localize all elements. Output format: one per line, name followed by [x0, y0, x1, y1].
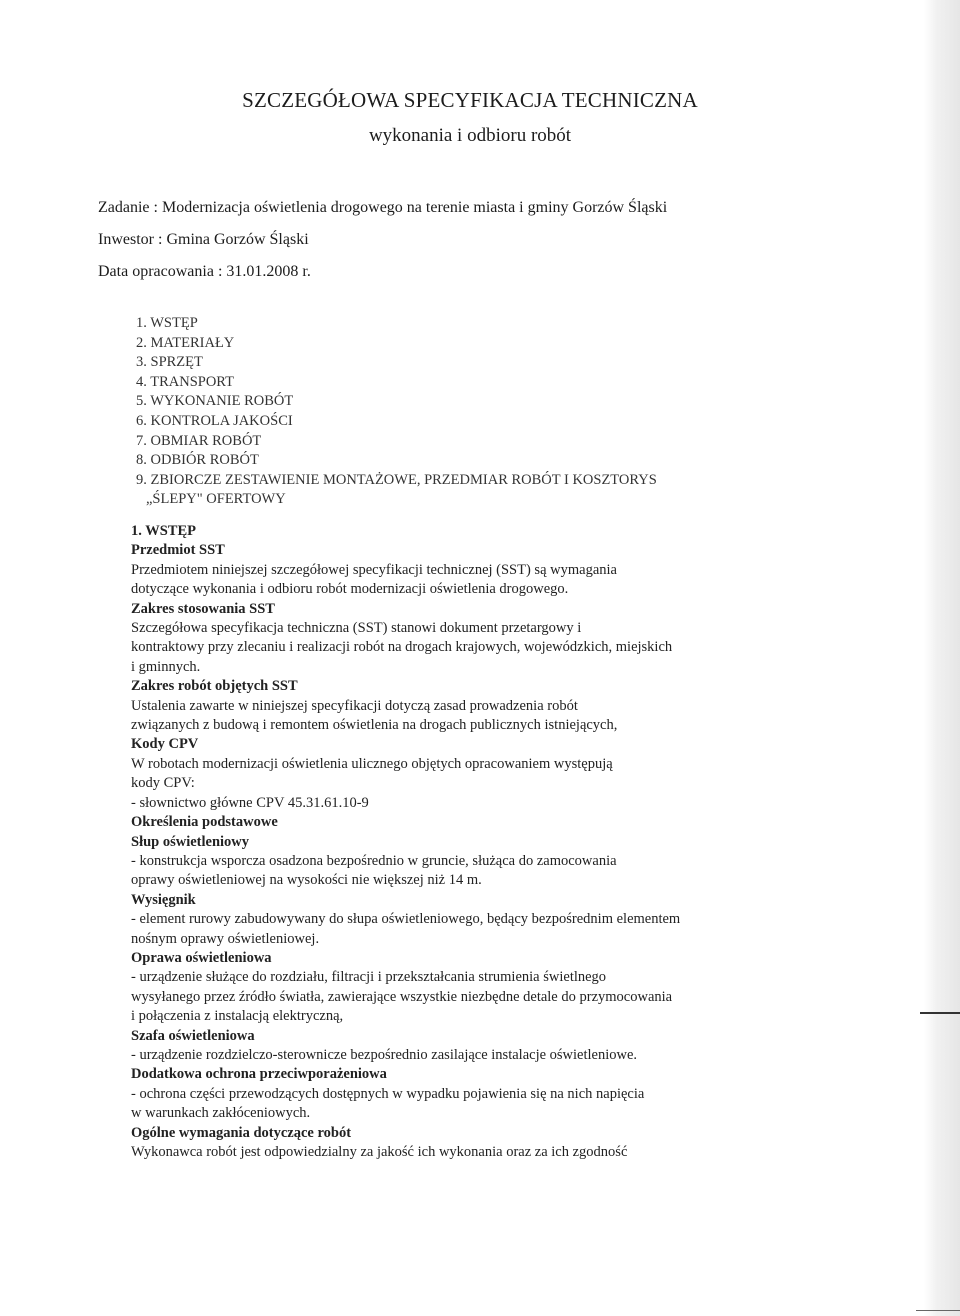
paragraph-line: Wykonawca robót jest odpowiedzialny za jakość ich wykonania oraz za ich zgodność — [131, 1144, 628, 1160]
page-edge-mark — [920, 1012, 960, 1014]
section-heading: Szafa oświetleniowa — [131, 1027, 255, 1044]
paragraph-line: wysyłanego przez źródło światła, zawierające wszystkie niezbędne detale do przymocowania — [131, 988, 673, 1005]
table-of-contents — [136, 314, 657, 510]
section-heading: Słup oświetleniowy — [131, 833, 250, 850]
meta-label: Data opracowania — [98, 263, 214, 280]
toc-item: 1. WSTĘP — [136, 315, 198, 331]
toc-item: 8. ODBIÓR ROBÓT — [136, 452, 259, 469]
toc-item: 6. KONTROLA JAKOŚCI — [136, 412, 293, 429]
document-subtitle: wykonania i odbioru robót — [368, 125, 572, 146]
toc-item: 9. ZBIORCZE ZESTAWIENIE MONTAŻOWE, PRZEDMIAR ROBÓT I KOSZTORYS — [136, 471, 657, 488]
section-heading: Zakres robót objętych SST — [131, 678, 298, 695]
paragraph-line: Szczegółowa specyfikacja techniczna (SST) stanowi dokument przetargowy i — [131, 620, 582, 637]
paragraph-line: oprawy oświetleniowej na wysokości nie większej niż 14 m. — [131, 872, 482, 889]
paragraph-line: w warunkach zakłóceniowych. — [131, 1105, 311, 1122]
toc-item: „ŚLEPY" OFERTOWY — [146, 491, 286, 508]
paragraph-line: związanych z budową i remontem oświetlenia na drogach publicznych istniejących, — [131, 717, 618, 734]
meta-label: Inwestor — [98, 231, 154, 248]
page-edge-shadow — [924, 0, 960, 1316]
meta-value: Gmina Gorzów Śląski — [166, 231, 309, 248]
section-heading: Oprawa oświetleniowa — [131, 949, 272, 966]
paragraph-line: i gminnych. — [131, 658, 201, 675]
meta-investor: Inwestor : Gmina Gorzów Śląski — [98, 231, 309, 248]
toc-item: 4. TRANSPORT — [136, 373, 234, 390]
section-heading: Ogólne wymagania dotyczące robót — [131, 1124, 352, 1141]
section-heading: Określenia podstawowe — [131, 814, 278, 831]
paragraph-line: i połączenia z instalacją elektryczną, — [131, 1008, 344, 1025]
toc-item: 7. OBMIAR ROBÓT — [136, 432, 262, 449]
paragraph-line: - urządzenie służące do rozdziału, filtracji i przekształcania strumienia świetlnego — [131, 969, 607, 986]
paragraph-line: kody CPV: — [131, 775, 195, 792]
paragraph-line: - konstrukcja wsporcza osadzona bezpośrednio w gruncie, służąca do zamocowania — [131, 852, 617, 869]
document-title: SZCZEGÓŁOWA SPECYFIKACJA TECHNICZNA — [242, 88, 698, 112]
section-heading: Kody CPV — [131, 736, 199, 753]
paragraph-line: dotyczące wykonania i odbioru robót modernizacji oświetlenia drogowego. — [131, 581, 569, 598]
paragraph-line: W robotach modernizacji oświetlenia ulicznego objętych opracowaniem występują — [131, 755, 613, 772]
paragraph-line: - urządzenie rozdzielczo-sterownicze bezpośrednio zasilające instalacje oświetleniowe. — [131, 1046, 638, 1063]
meta-date: Data opracowania : 31.01.2008 r. — [98, 263, 311, 280]
paragraph-line: kontraktowy przy zlecaniu i realizacji robót na drogach krajowych, wojewódzkich, miejskich — [131, 639, 673, 656]
meta-label: Zadanie — [98, 199, 150, 216]
page-edge-mark-bottom — [916, 1310, 960, 1311]
paragraph-line: nośnym oprawy oświetleniowej. — [131, 930, 320, 947]
meta-task: Zadanie : Modernizacja oświetlenia drogowego na terenie miasta i gminy Gorzów Śląski — [98, 199, 668, 216]
meta-value: 31.01.2008 r. — [226, 263, 311, 280]
paragraph-line: Przedmiotem niniejszej szczegółowej specyfikacji technicznej (SST) są wymagania — [131, 561, 617, 578]
paragraph-line: Ustalenia zawarte w niniejszej specyfikacji dotyczą zasad prowadzenia robót — [131, 697, 578, 714]
document-body — [131, 522, 821, 1162]
paragraph-line: - element rurowy zabudowywany do słupa oświetleniowego, będący bezpośrednim elementem — [131, 911, 681, 928]
meta-value: Modernizacja oświetlenia drogowego na terenie miasta i gminy Gorzów Śląski — [161, 199, 668, 216]
section-heading: Przedmiot SST — [131, 542, 225, 559]
section-heading: Dodatkowa ochrona przeciwporażeniowa — [131, 1066, 387, 1083]
section-heading: 1. WSTĘP — [131, 523, 197, 539]
section-heading: Wysięgnik — [131, 891, 196, 908]
toc-item: 2. MATERIAŁY — [136, 334, 235, 351]
toc-item: 3. SPRZĘT — [136, 354, 203, 371]
paragraph-line: - słownictwo główne CPV 45.31.61.10-9 — [131, 794, 369, 811]
paragraph-line: - ochrona części przewodzących dostępnych w wypadku pojawienia się na nich napięcia — [131, 1085, 645, 1102]
section-heading: Zakres stosowania SST — [131, 600, 275, 617]
toc-item: 5. WYKONANIE ROBÓT — [136, 393, 294, 410]
